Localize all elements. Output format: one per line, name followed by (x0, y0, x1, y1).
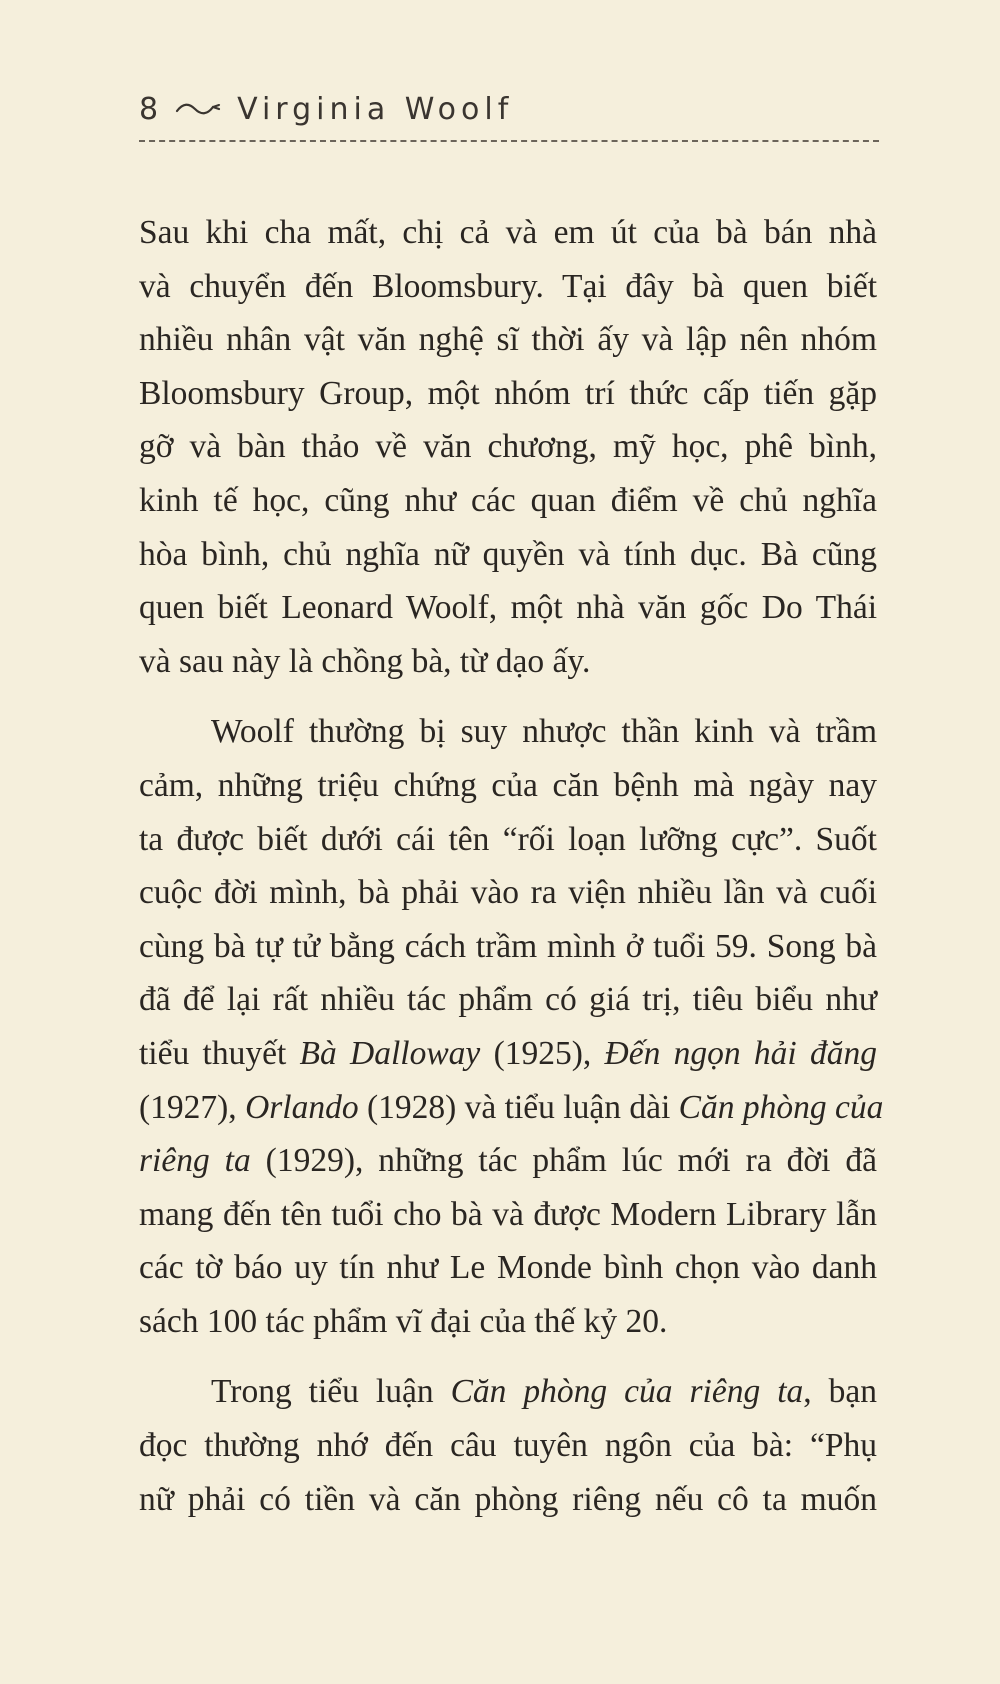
book-title-text: riêng ta (139, 1142, 251, 1180)
body-text (139, 206, 884, 1526)
book-title-text: Bà Dalloway (299, 1034, 481, 1072)
text-line: cùng bà tự tử bằng cách trầm mình ở tuổi 59. Song bà (139, 927, 877, 965)
text-line: và chuyển đến Bloomsbury. Tại đây bà quen biết (139, 267, 877, 305)
paragraph-1 (139, 206, 877, 688)
swirl-ornament-icon (175, 99, 221, 119)
header-divider (139, 140, 879, 142)
text-line: ta được biết dưới cái tên “rối loạn lưỡng cực”. Suốt (139, 820, 877, 858)
running-title: Virginia Woolf (237, 92, 514, 127)
page-number: 8 (139, 92, 164, 127)
text-line (139, 1365, 877, 1419)
text-line: Woolf thường bị suy nhược thần kinh và trầm (211, 713, 877, 751)
paragraph-2 (139, 705, 884, 1348)
text-line: Sau khi cha mất, chị cả và em út của bà bán nhà (139, 214, 877, 251)
book-title-text: Đến ngọn hải đăng (604, 1034, 878, 1072)
book-title-text: Orlando (245, 1088, 359, 1126)
text-line: hòa bình, chủ nghĩa nữ quyền và tính dục. Bà cũng (139, 535, 877, 573)
text-line: và sau này là chồng bà, từ dạo ấy. (139, 642, 591, 680)
text-run: Trong tiểu luận (211, 1373, 451, 1411)
running-header (139, 92, 879, 140)
text-line: nhiều nhân vật văn nghệ sĩ thời ấy và lập nên nhóm (139, 321, 877, 359)
text-run: (1925), (480, 1034, 605, 1072)
text-run: (1927), (139, 1088, 246, 1126)
text-line: mang đến tên tuổi cho bà và được Modern Library lẫn (139, 1195, 877, 1233)
text-line: quen biết Leonard Woolf, một nhà văn gốc Do Thái (139, 589, 877, 627)
text-line: cảm, những triệu chứng của căn bệnh mà ngày nay (139, 766, 877, 804)
text-line: đã để lại rất nhiều tác phẩm có giá trị, tiêu biểu như (139, 981, 877, 1019)
text-run: tiểu thuyết (139, 1034, 300, 1072)
text-line: Bloomsbury Group, một nhóm trí thức cấp tiến gặp (139, 374, 877, 412)
text-line: sách 100 tác phẩm vĩ đại của thế kỷ 20. (139, 1302, 668, 1340)
text-line: đọc thường nhớ đến câu tuyên ngôn của bà: “Phụ (139, 1427, 877, 1465)
text-run: (1928) và tiểu luận dài (358, 1088, 679, 1126)
text-line: nữ phải có tiền và căn phòng riêng nếu cô ta muốn (139, 1480, 877, 1518)
text-run: (1929), những tác phẩm lúc mới ra đời đã (250, 1142, 877, 1180)
text-line (139, 1027, 877, 1081)
text-line (139, 1081, 884, 1135)
text-line: kinh tế học, cũng như các quan điểm về chủ nghĩa (139, 481, 877, 519)
text-line: các tờ báo uy tín như Le Monde bình chọn vào danh (139, 1249, 877, 1287)
text-line: cuộc đời mình, bà phải vào ra viện nhiều lần và cuối (139, 874, 877, 912)
text-line: gỡ và bàn thảo về văn chương, mỹ học, phê bình, (139, 428, 877, 466)
text-run: , bạn (803, 1373, 877, 1411)
book-title-text: Căn phòng của riêng ta (450, 1373, 804, 1411)
paragraph-3 (139, 1365, 877, 1526)
book-title-text: Căn phòng của (678, 1088, 884, 1126)
text-line (139, 1134, 877, 1188)
